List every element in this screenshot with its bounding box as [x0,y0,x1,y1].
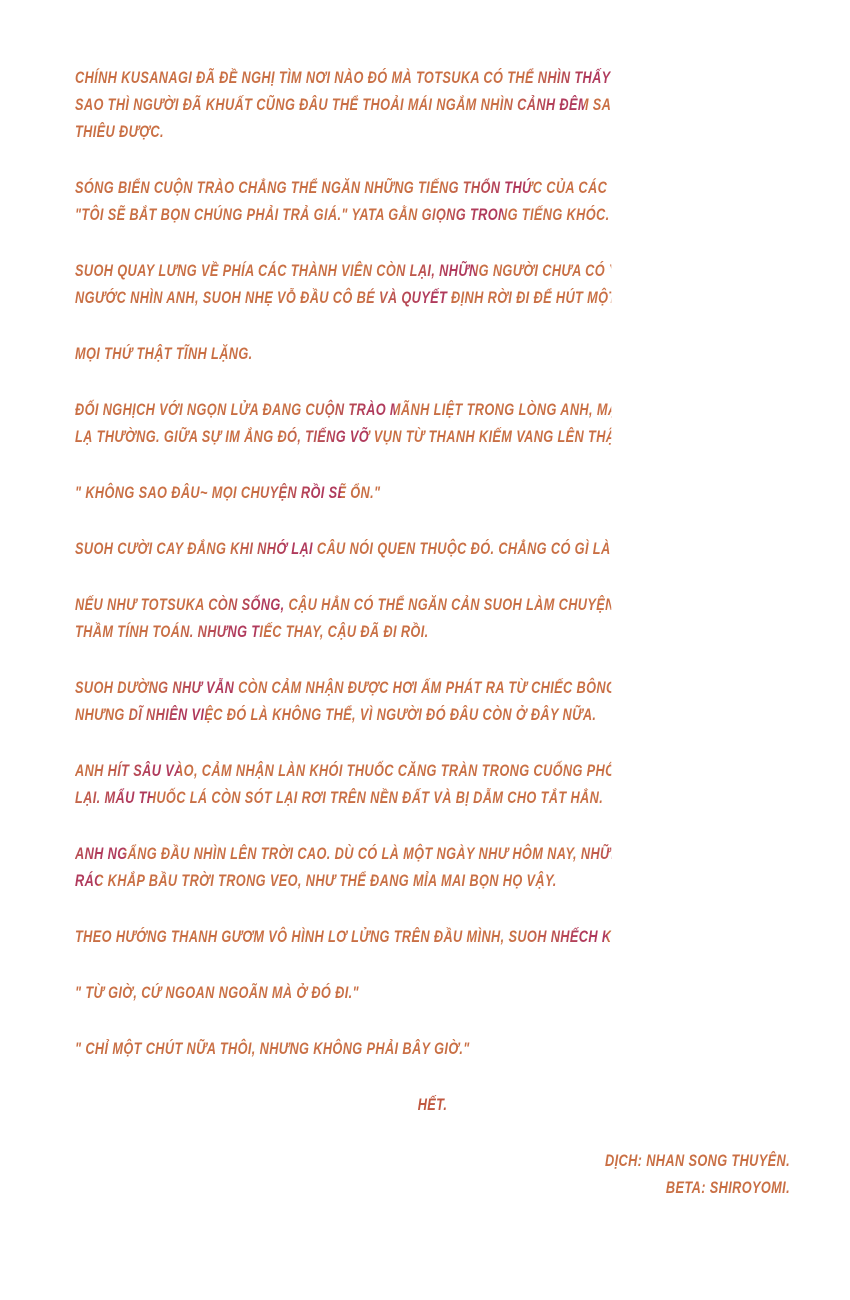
text-line: SUOH CƯỜI CAY ĐẮNG KHI NHỚ LẠI CÂU NÓI QUEN THUỘC ĐÓ. CHẲNG CÓ GÌ LÀ ỔN NỮA ĐÂU. [75,535,611,562]
paragraph-2 [75,174,790,228]
text-line: LẠ THƯỜNG. GIỮA SỰ IM ẮNG ĐÓ, TIẾNG VỠ VỤN TỪ THANH KIẾM VANG LÊN THẬT RÕ RÀNG. [75,423,611,450]
paragraph-1 [75,64,790,145]
text-line: " CHỈ MỘT CHÚT NỮA THÔI, NHƯNG KHÔNG PHẢI BÂY GIỜ." [75,1035,611,1062]
paragraph-4 [75,340,790,367]
paragraph-14 [75,1035,790,1062]
text-line: THIÊU ĐƯỢC. [75,118,611,145]
paragraph-10 [75,757,790,811]
text-line: SÓNG BIỂN CUỘN TRÀO CHẲNG THỂ NGĂN NHỮNG TIẾNG THỔN THỨC CỦA CÁC THÀNH VIÊN HOMRA. [75,174,611,201]
paragraph-13 [75,979,790,1006]
paragraph-6 [75,479,790,506]
text-line: NHƯNG DĨ NHIÊN VIỆC ĐÓ LÀ KHÔNG THỂ, VÌ NGƯỜI ĐÓ ĐÂU CÒN Ở ĐÂY NỮA. [75,701,611,728]
text-line: BETA: SHIROYOMI. [665,1178,790,1197]
text-line: DỊCH: NHAN SONG THUYÊN. [604,1151,790,1170]
text-line: HẾT. [417,1095,448,1114]
text-line: " TỪ GIỜ, CỨ NGOAN NGOÃN MÀ Ở ĐÓ ĐI." [75,979,611,1006]
the-end [75,1091,790,1118]
text-line: LẠI. MẨU THUỐC LÁ CÒN SÓT LẠI RƠI TRÊN NỀN ĐẤT VÀ BỊ DẪM CHO TẮT HẲN. [75,784,611,811]
text-line: ANH HÍT SÂU VÀO, CẢM NHẬN LÀN KHÓI THUỐC CĂNG TRÀN TRONG CUỐNG PHỔI, RỒI NHẢ CHÚNG RA [75,757,611,784]
text-line: THEO HƯỚNG THANH GƯƠM VÔ HÌNH LƠ LỬNG TRÊN ĐẦU MÌNH, SUOH NHẾCH KHÓE MÔI NHƯ CƯỜI NHẠO. [75,923,611,950]
paragraph-11 [75,840,790,894]
text-line: SUOH QUAY LƯNG VỀ PHÍA CÁC THÀNH VIÊN CÒN LẠI, NHỮNG NGƯỜI CHƯA CÓ Ý ĐỊNH TRỞ VỀ. ANNA [75,257,611,284]
text-line: MỌI THỨ THẬT TĨNH LẶNG. [75,340,611,367]
text-line: RÁC KHẮP BẦU TRỜI TRONG VEO, NHƯ THỂ ĐANG MỈA MAI BỌN HỌ VẬY. [75,867,611,894]
story-text [75,64,790,1230]
credits [75,1147,790,1201]
paragraph-7 [75,535,790,562]
text-line: SUOH DƯỜNG NHƯ VẪN CÒN CẢM NHẬN ĐƯỢC HƠI ẤM PHÁT RA TỪ CHIẾC BÔNG TAI TRÁI CỦA MÌNH. [75,674,611,701]
text-line: " KHÔNG SAO ĐÂU~ MỌI CHUYỆN RỒI SẼ ỔN." [75,479,611,506]
text-line: NGƯỚC NHÌN ANH, SUOH NHẸ VỖ ĐẦU CÔ BÉ VÀ QUYẾT ĐỊNH RỜI ĐI ĐỂ HÚT MỘT ĐIẾU XÌ GÀ. [75,284,611,311]
text-line: NẾU NHƯ TOTSUKA CÒN SỐNG, CẬU HẲN CÓ THỂ NGĂN CẢN SUOH LÀM CHUYỆN MÀ ANH ĐANG ÂM [75,591,611,618]
text-line: "TÔI SẼ BẮT BỌN CHÚNG PHẢI TRẢ GIÁ." YATA GẰN GIỌNG TRONG TIẾNG KHÓC. [75,201,611,228]
paragraph-5 [75,396,790,450]
text-line: SAO THÌ NGƯỜI ĐÃ KHUẤT CŨNG ĐÂU THỂ THOẢI MÁI NGẮM NHÌN CẢNH ĐÊM SAU KHI BỊ KHIÊNG RA ĐÂY [75,91,611,118]
text-line: ANH NGẨNG ĐẦU NHÌN LÊN TRỜI CAO. DÙ CÓ LÀ MỘT NGÀY NHƯ HÔM NAY, NHỮNG NGÔI SAO VẪN RẢI [75,840,611,867]
paragraph-3 [75,257,790,311]
paragraph-8 [75,591,790,645]
paragraph-9 [75,674,790,728]
text-line: CHÍNH KUSANAGI ĐÃ ĐỀ NGHỊ TÌM NƠI NÀO ĐÓ MÀ TOTSUKA CÓ THỂ NHÌN THẤY BIỂN. CHỈ CÓ ĐIỀU, DÙ [75,64,611,91]
text-line: THẦM TÍNH TOÁN. NHƯNG TIẾC THAY, CẬU ĐÃ ĐI RỒI. [75,618,611,645]
text-line: ĐỐI NGHỊCH VỚI NGỌN LỬA ĐANG CUỘN TRÀO MÃNH LIỆT TRONG LÒNG ANH, MẶT BIỂN LẠI BÌNH YÊN [75,396,611,423]
paragraph-12 [75,923,790,950]
